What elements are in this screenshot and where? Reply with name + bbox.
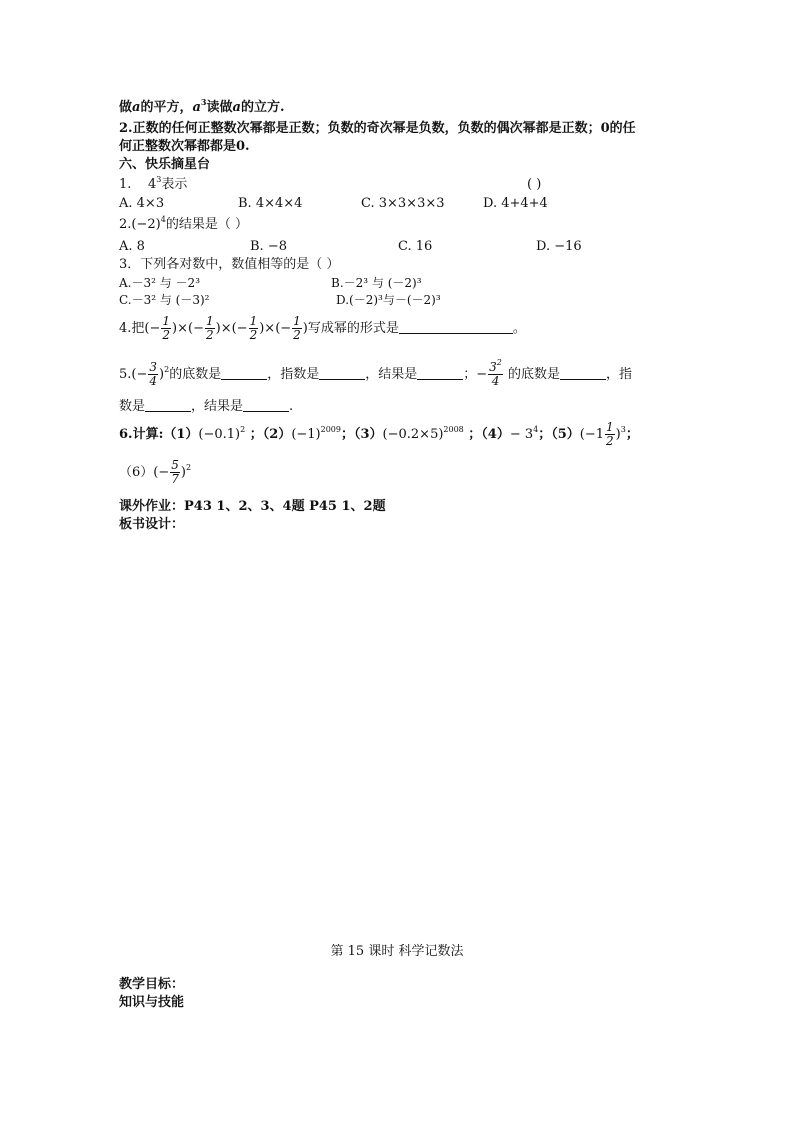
result-blank-2[interactable] [243, 398, 289, 412]
paren-open: (− [153, 465, 170, 480]
fraction-one-half [605, 421, 615, 448]
expression: (−0.1) [198, 427, 241, 442]
question-text: 表示 [161, 177, 188, 192]
numerator: 5 [171, 458, 179, 472]
paren-close: ) [259, 321, 265, 336]
denominator: 2 [606, 434, 614, 448]
expression: − 3 [509, 427, 534, 442]
expr-2 [291, 427, 341, 442]
exponent: 3 [200, 97, 207, 107]
q1-option-c: C. 3×3×3×3 [361, 196, 445, 211]
times-sign: × [177, 321, 188, 336]
expression: (−0.2×5) [382, 427, 444, 442]
paren-close: ) [180, 465, 186, 480]
text: 的平方， [140, 100, 193, 115]
homework: 课外作业：P43 1、2、3、4题 P45 1、2题 [119, 499, 386, 514]
question-6-continued [119, 458, 191, 488]
base: 4 [147, 177, 157, 192]
question-number: 6.计算:（1） [119, 427, 199, 442]
denominator: 2 [293, 328, 301, 342]
item-label: ；（2） [245, 427, 292, 442]
denominator: 4 [149, 374, 158, 388]
paren-close: ) [215, 321, 221, 336]
expr-3 [383, 427, 464, 442]
exponent: 2008 [443, 425, 464, 434]
fraction-one-half [292, 315, 302, 342]
q2-option-d: D. −16 [536, 239, 582, 254]
period: 。 [512, 321, 526, 336]
times-sign: × [264, 321, 276, 336]
fraction-one-half [249, 315, 259, 342]
paren-open: (− [275, 321, 292, 336]
question-number: 4.把 [119, 321, 145, 336]
paren-open: (− [131, 367, 148, 382]
expr-5 [579, 420, 626, 448]
paren-close: ) [172, 321, 178, 336]
section-title: 六、快乐摘星台 [119, 157, 211, 172]
note-line-1 [119, 99, 284, 116]
exponent: 2 [496, 358, 502, 367]
numerator: 3 [149, 360, 158, 374]
var-a: a [232, 100, 241, 115]
question-1 [119, 176, 187, 193]
expression: (−1) [291, 427, 321, 442]
paren-open: (− [144, 321, 161, 336]
fraction-three-quarters [148, 361, 158, 388]
semicolon: ； [463, 367, 477, 382]
question-text: ，结果是 [365, 367, 418, 382]
exponent: 2 [164, 365, 170, 374]
question-text: 的结果是（ ） [165, 217, 248, 232]
rule-2-line-1: 2.正数的任何正整数次幂都是正数；负数的奇次幂是负数，负数的偶次幂都是正数；0的任 [119, 121, 636, 136]
question-3: 3．下列各对数中，数值相等的是（ ） [119, 257, 340, 272]
answer-blank[interactable] [399, 320, 513, 334]
q2-option-c: C. 16 [398, 239, 433, 254]
paren-close: ) [302, 321, 308, 336]
exponent: 4 [160, 215, 166, 224]
question-text: 的底数是 [503, 367, 561, 382]
question-text: 的底数是 [169, 367, 222, 382]
lesson-title: 第 15 课时 科学记数法 [330, 944, 464, 959]
question-4 [119, 314, 526, 344]
text: 读做 [206, 100, 233, 115]
item-label: ；（3） [340, 427, 383, 442]
exponent-blank[interactable] [319, 366, 365, 380]
board-design: 板书设计： [119, 517, 185, 532]
question-5-continued [119, 398, 293, 415]
question-text: ，指 [606, 367, 633, 382]
rule-2-line-2: 何正整数次幂都都是0. [119, 139, 250, 154]
period: . [289, 399, 294, 414]
base-blank[interactable] [221, 366, 267, 380]
question-2 [119, 216, 248, 233]
times-sign: × [220, 321, 232, 336]
numerator-value: 3 [489, 360, 497, 374]
question-number: 5. [119, 367, 132, 382]
var-a: a [132, 100, 141, 115]
denominator: 7 [171, 472, 179, 486]
semicolon: ； [625, 427, 639, 442]
exponent: 2 [240, 425, 246, 434]
paren-close: ) [615, 427, 621, 442]
item-label: （6） [119, 465, 154, 480]
text: 做 [119, 100, 133, 115]
result-blank[interactable] [417, 366, 463, 380]
numerator: 1 [606, 420, 614, 434]
exponent: 3 [620, 425, 626, 434]
knowledge-skill: 知识与技能 [119, 995, 185, 1010]
q1-option-d: D. 4+4+4 [483, 196, 548, 211]
expression: (−2) [131, 217, 161, 232]
paren-open: (− [231, 321, 248, 336]
fraction-five-sevenths [170, 459, 180, 486]
exponent-blank-2[interactable] [145, 398, 191, 412]
question-number: 1. [119, 177, 132, 192]
exponent: 3 [156, 175, 162, 184]
q3-option-a: A.－3² 与 －2³ [119, 276, 201, 290]
exponent: 2 [185, 463, 192, 472]
numerator [488, 358, 503, 375]
question-text: 写成幂的形式是 [307, 321, 399, 336]
paren-open: (−1 [579, 427, 605, 442]
item-label: ；（4） [463, 427, 510, 442]
q2-option-b: B. −8 [250, 239, 287, 254]
item-label: ；（5） [538, 427, 580, 442]
q3-option-b: B.－2³ 与 (－2)³ [331, 276, 422, 290]
exponent: 4 [533, 425, 539, 434]
var-a: a [192, 100, 201, 115]
numerator: 1 [162, 314, 171, 328]
base-blank-2[interactable] [560, 366, 606, 380]
paren-close: ) [159, 367, 165, 382]
q1-option-b: B. 4×4×4 [238, 196, 303, 211]
numerator: 1 [293, 314, 301, 328]
denominator: 2 [249, 328, 258, 342]
expr-1 [198, 427, 245, 442]
expr-4 [510, 427, 538, 442]
text: 的立方. [240, 100, 285, 115]
q2-option-a: A. 8 [119, 239, 145, 254]
numerator: 1 [249, 314, 258, 328]
question-6 [119, 420, 639, 450]
question-text: 数是 [119, 399, 146, 414]
exponent: 2009 [320, 425, 341, 434]
question-5 [119, 360, 632, 390]
q3-option-d: D.(－2)³与－(－2)³ [336, 293, 441, 307]
denominator: 4 [491, 374, 500, 388]
answer-paren: ( ) [527, 177, 542, 192]
question-text: ，指数是 [267, 367, 320, 382]
minus-sign: − [476, 367, 488, 382]
q1-option-a: A. 4×3 [119, 196, 165, 211]
question-number: 2. [119, 217, 132, 232]
q3-option-c: C.－3² 与 (－3)² [119, 293, 210, 307]
fraction-one-half [161, 315, 171, 342]
numerator: 1 [205, 314, 214, 328]
denominator: 2 [205, 328, 214, 342]
fraction-one-half [205, 315, 215, 342]
paren-open: (− [188, 321, 204, 336]
denominator: 2 [162, 328, 171, 342]
question-text: ，结果是 [191, 399, 244, 414]
teaching-goal: 教学目标： [119, 977, 185, 992]
fraction-three-squared-over-four [488, 358, 503, 388]
